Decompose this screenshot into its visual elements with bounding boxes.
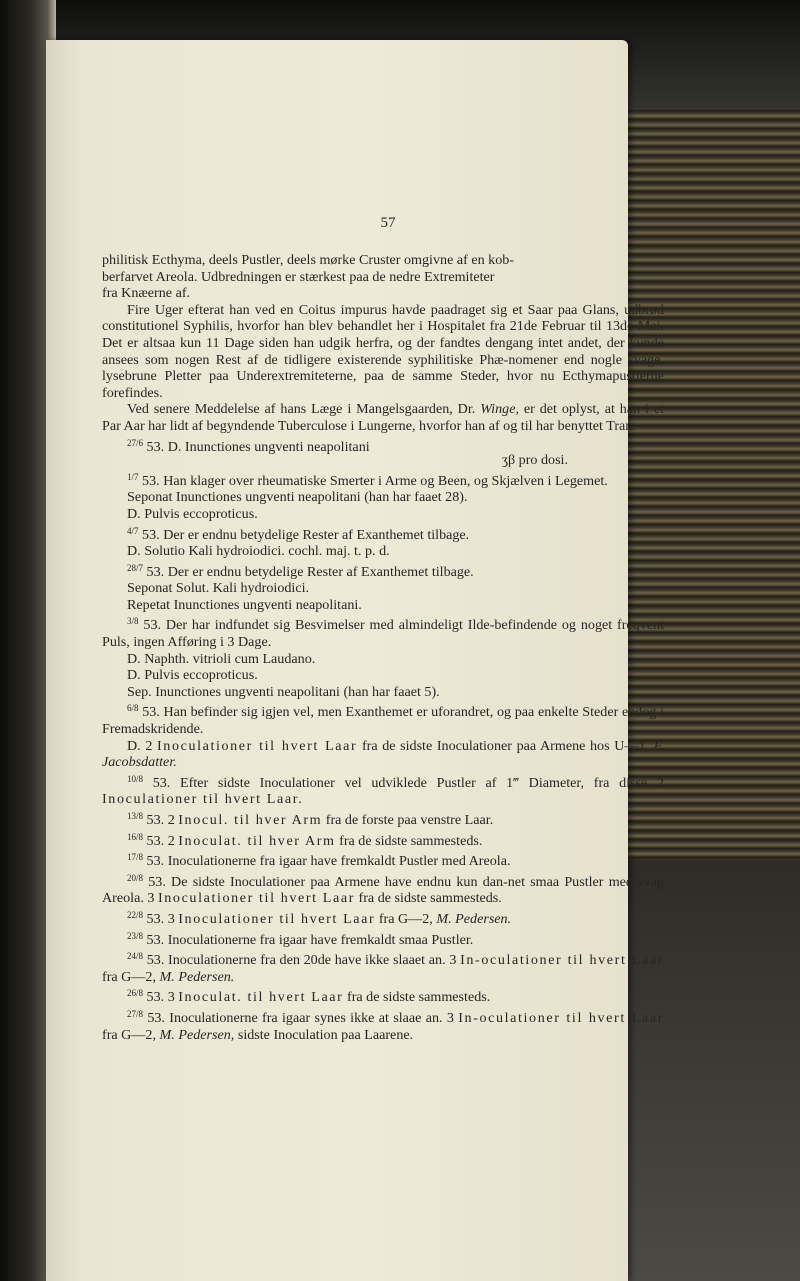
date-month: /8 xyxy=(136,988,144,999)
prescription-line: D. Pulvis eccoproticus. xyxy=(127,667,258,684)
spaced-text: Inoculationer til hvert Laar. xyxy=(102,791,304,808)
date-month: /8 xyxy=(136,909,144,920)
entry-text: fra de forste paa venstre Laar. xyxy=(325,812,494,828)
physician-name: Winge, xyxy=(480,401,519,418)
journal-entry xyxy=(102,523,664,544)
prescription-line: Seponat Solut. Kali hydroiodici. xyxy=(127,580,310,597)
text-line: philitisk Ecthyma, deels Pustler, deels mørke Cruster omgivne af en kob- xyxy=(102,252,514,268)
date-day: 24 xyxy=(127,951,136,962)
entry-text: fra G—2, xyxy=(102,1026,157,1043)
entry-text: 53. Inoculationerne fra igaar have fremkaldt Pustler med Areola. xyxy=(146,853,511,870)
date-month: /7 xyxy=(131,525,139,536)
date-day: 10 xyxy=(127,773,136,784)
journal-entry xyxy=(102,560,664,581)
prescription-line: D. Naphth. vitrioli cum Laudano. xyxy=(127,650,316,667)
dose-text: ʒβ pro dosi. xyxy=(501,452,568,469)
spaced-text: In-oculationer til hvert Laar xyxy=(460,952,664,969)
entry-text: 53. D. Inunctiones ungventi neapolitani xyxy=(146,438,370,455)
date-month: /8 xyxy=(136,831,144,842)
date-day: 27 xyxy=(127,1008,136,1019)
date-month: /8 xyxy=(136,951,144,962)
entry-text: fra G—2, xyxy=(378,910,433,927)
date-month: /8 xyxy=(136,773,144,784)
date-day: 28 xyxy=(127,562,136,573)
book-page xyxy=(46,40,665,1281)
date-day: 22 xyxy=(127,909,136,920)
prescription-line: D. Solutio Kali hydroiodici. cochl. maj. t. p. d. xyxy=(127,543,390,560)
prescription-line: D. Pulvis eccoproticus. xyxy=(127,505,258,522)
text-span: er det oplyst, at han i et Par Aar har lidt af begyndende Tuberculose i Lungerne, hvorfor han af og til har benyttet Tran. xyxy=(102,401,665,434)
entry-text: 53. Han klager over rheumatiske Smerter i Arme og Been, og Skjælven i Legemet. xyxy=(142,472,608,489)
entry-text: 53. Efter sidste Inoculationer vel udviklede Pustler af 1‴ Diameter, fra disse 2 xyxy=(152,774,664,791)
patient-name: M. Pedersen, xyxy=(159,1026,235,1043)
date-day: 1 xyxy=(127,471,132,482)
date-month: /7 xyxy=(131,471,139,482)
prescription-line: Seponat Inunctiones ungventi neapolitani (han har faaet 28). xyxy=(127,489,468,506)
paragraph-history: Fire Uger efterat han ved en Coitus impurus havde paadraget sig et Saar paa Glans, udbrød constitutionel Syphilis, hvorfor han blev behandlet her i Hospitalet fra 21de Februar til 13de Mai. Det er altsaa kun 11 Dage siden han udgik herfra, og der fandtes dengang intet andet, der kunde ansees som nogen Rest af de tidligere existerende syphilitiske Phæ-nomener end nogle svage, lysebrune Pletter paa Underextremiteterne, paa de samme Steder, hvor nu Ecthymapustlerne forefindes. xyxy=(102,301,664,401)
entry-text: 53. Inoculationerne fra den 20de have ikke slaaet an. 3 xyxy=(146,952,457,969)
spaced-text: Inoculationer til hvert Laar xyxy=(157,890,356,907)
text-span: Ved senere Meddelelse af hans Læge i Mangelsgaarden, Dr. xyxy=(127,401,476,418)
entry-text: fra de sidste sammesteds. xyxy=(347,989,491,1006)
entry-text: 53. 3 xyxy=(146,910,175,927)
spaced-text: Inoculationer til hvert Laar xyxy=(157,737,358,754)
journal-entry xyxy=(102,771,664,808)
entry-text: fra G—2, xyxy=(102,968,157,985)
date-month: /8 xyxy=(136,852,144,863)
prescription-line: Repetat Inunctiones ungventi neapolitani. xyxy=(127,596,362,613)
date-day: 20 xyxy=(127,872,136,883)
page-text xyxy=(102,252,664,1043)
date-day: 13 xyxy=(127,811,136,821)
inoculation-line xyxy=(102,738,664,771)
journal-entry xyxy=(102,808,664,829)
entry-text: 53. Han befinder sig igjen vel, men Exanthemet er uforandret, og paa enkelte Steder endog i Fremadskridende. xyxy=(102,704,664,738)
prescription-line: Sep. Inunctiones ungventi neapolitani (han har faaet 5). xyxy=(127,683,440,700)
spaced-text: Inoculat. til hver Arm xyxy=(178,832,336,849)
entry-text: 53. 3 xyxy=(146,989,175,1006)
page-number: 57 xyxy=(380,215,396,231)
entry-text: 53. 2 xyxy=(146,832,175,849)
journal-entry xyxy=(102,849,664,870)
journal-entry xyxy=(102,469,664,490)
patient-name: M. Pedersen. xyxy=(436,910,512,927)
spaced-text: Inoculat. til hvert Laar xyxy=(178,989,344,1006)
date-month: /8 xyxy=(136,872,144,883)
date-month: /8 xyxy=(136,811,144,821)
date-month: /8 xyxy=(131,703,139,714)
text-span: fra de sidste Inoculationer paa Armene hos U—1, xyxy=(361,737,650,754)
entry-text: 53. 2 xyxy=(146,812,175,828)
entry-text: fra de sidste sammesteds. xyxy=(358,890,502,907)
date-day: 27 xyxy=(127,437,136,448)
date-day: 23 xyxy=(127,930,136,941)
journal-entry xyxy=(102,928,664,949)
text-line: berfarvet Areola. Udbredningen er stærkest paa de nedre Extremiteter xyxy=(102,268,495,285)
journal-entry xyxy=(102,1006,664,1043)
patient-name: F. Jacobsdatter. xyxy=(102,737,664,771)
date-month: /8 xyxy=(131,616,139,627)
date-day: 6 xyxy=(127,703,132,714)
entry-text: 53. Der har indfundet sig Besvimelser med almindeligt Ilde-befindende og noget freqvent Puls, ingen Afføring i 3 Dage. xyxy=(102,617,664,651)
patient-name: M. Pedersen. xyxy=(159,968,235,985)
date-month: /7 xyxy=(136,562,144,573)
spaced-text: Inoculationer til hvert Laar xyxy=(178,910,376,927)
date-day: 3 xyxy=(127,616,132,627)
date-day: 4 xyxy=(127,525,132,536)
entry-text: sidste Inoculation paa Laarene. xyxy=(237,1026,414,1043)
date-day: 16 xyxy=(127,831,136,842)
entry-text: 53. Der er endnu betydelige Rester af Exanthemet tilbage. xyxy=(142,526,470,543)
spaced-text: In-oculationer til hvert Laar xyxy=(458,1009,664,1026)
entry-text: 53. Inoculationerne fra igaar synes ikke at slaae an. 3 xyxy=(147,1009,454,1026)
journal-entry xyxy=(102,700,664,737)
entry-text: fra de sidste sammesteds. xyxy=(339,832,483,849)
text-span: D. 2 xyxy=(127,737,153,754)
journal-entry xyxy=(102,870,664,907)
journal-entry xyxy=(102,613,664,650)
spaced-text: Inocul. til hver Arm xyxy=(178,812,323,828)
date-month: /8 xyxy=(136,930,144,941)
journal-entry xyxy=(102,829,664,850)
date-month: /8 xyxy=(136,1008,144,1019)
journal-entry xyxy=(102,985,664,1006)
journal-entry xyxy=(102,948,664,985)
date-day: 26 xyxy=(127,988,136,999)
date-day: 17 xyxy=(127,852,136,863)
journal-entry xyxy=(102,907,664,928)
date-month: /6 xyxy=(136,437,144,448)
entry-text: 53. Der er endnu betydelige Rester af Exanthemet tilbage. xyxy=(146,563,474,580)
text-line: fra Knæerne af. xyxy=(102,285,191,302)
entry-text: 53. Inoculationerne fra igaar have fremkaldt smaa Pustler. xyxy=(146,931,474,948)
paragraph-winge xyxy=(102,401,664,434)
entry-text: 53. De sidste Inoculationer paa Armene have endnu kun dan-net smaa Pustler med svag Areola. 3 xyxy=(102,873,665,907)
